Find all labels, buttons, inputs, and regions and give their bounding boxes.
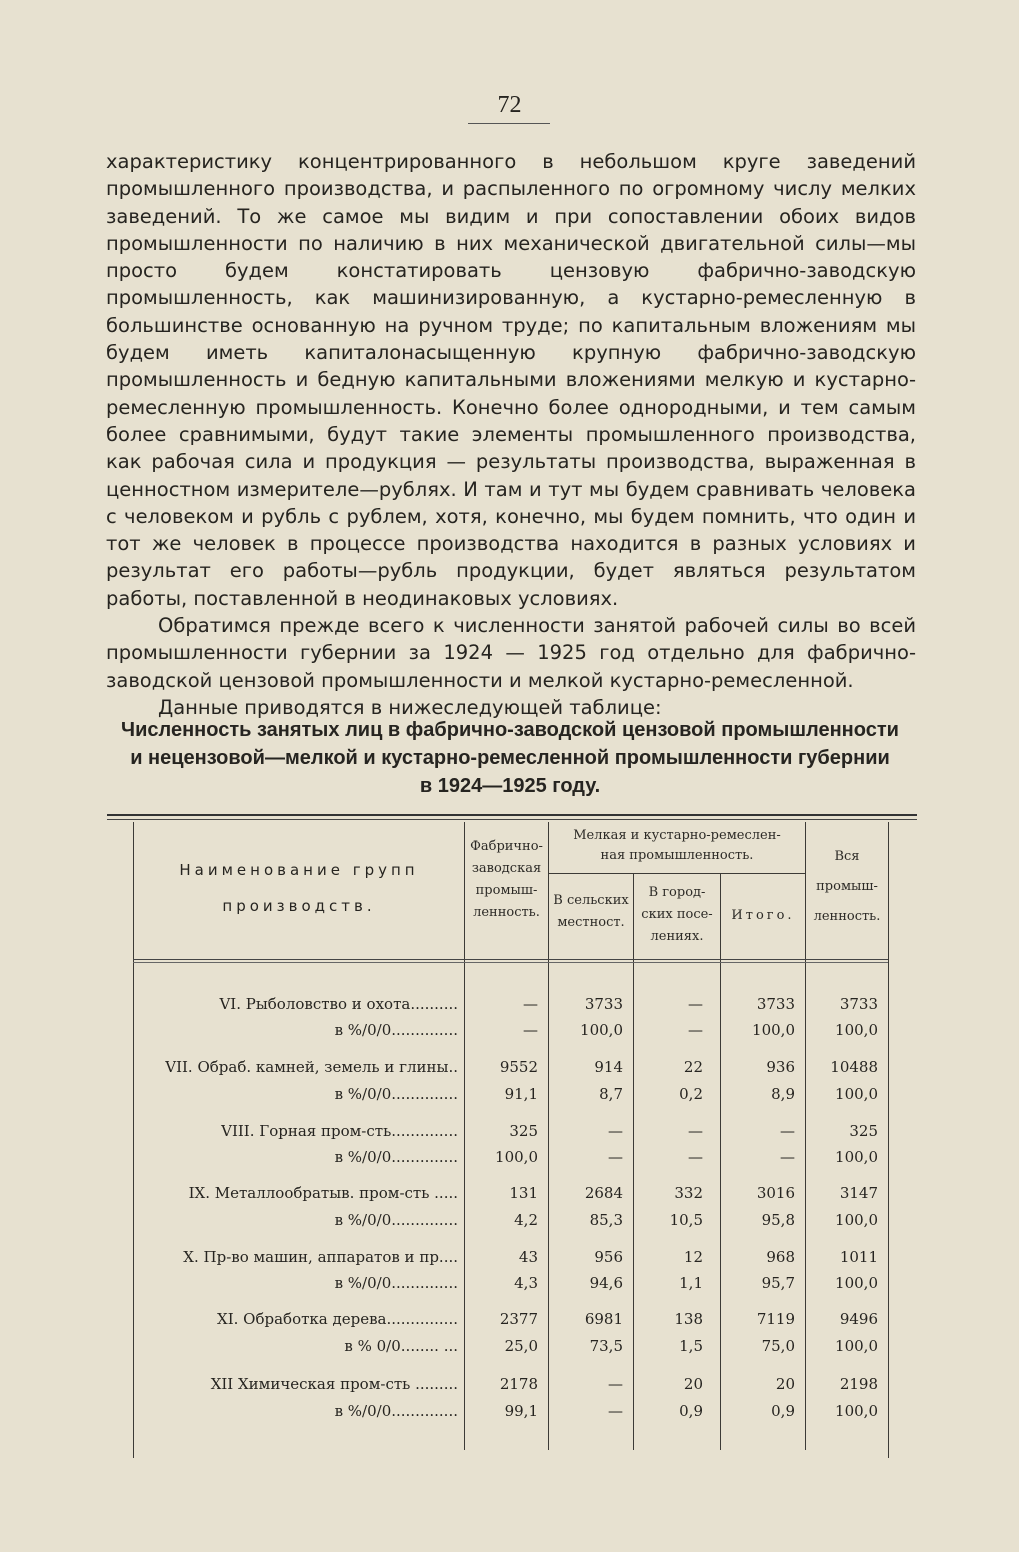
row-label: в %/0/0.............. [334,1021,458,1039]
row-value: 3147 [839,1184,878,1202]
row-value: 99,1 [504,1402,538,1420]
header-small-line: ная промышленность. [600,848,754,863]
row-value: — [608,1148,623,1166]
row-value: 2198 [839,1375,878,1393]
table-row [133,1375,888,1399]
row-value: 0,2 [679,1085,703,1103]
table-row [133,1248,888,1272]
header-bottom-rule [133,959,888,960]
row-value: 100,0 [835,1148,878,1166]
row-value: 100,0 [752,1021,795,1039]
header-factory-line: промыш- [475,883,538,898]
row-value: 100,0 [835,1085,878,1103]
header-group-line2: производств. [222,897,376,915]
row-value: 0,9 [679,1402,703,1420]
row-value: 8,7 [599,1085,623,1103]
paragraph: характеристику концентрированного в небольшом круге заведений промышленного производства, и распыленного по огромному числу мелких заведений. То же самое мы видим и при сопоставлении обоих видов промышленности по наличию в них механической двигательной силы—мы просто будем констатировать цензовую фабрично-заводскую промышленность, как машинизированную, а кустарно-ремесленную в большинстве основанную на ручном труде; по капитальным вложениям мы будем иметь капиталонасыщенную крупную фабрично-заводскую промышленность и бедную капитальными вложениями мелкую и кустарно-ремесленную промышленность. Конечно более однородными, и тем самым более сравнимыми, будут такие элементы промышленного производства, как рабочая сила и продукция — результаты производства, выраженная в ценностном измерителе—рублях. И там и тут мы будем сравнивать человека с человеком и рубль с рублем, хотя, конечно, мы будем помнить, что один и тот же человек в процессе производства находится в разных условиях и результат его работы—рубль продукции, будет являться результатом работы, поставленной в неодинаковых условиях. [106,150,916,610]
row-value: 10488 [830,1058,878,1076]
row-label: в %/0/0.............. [334,1148,458,1166]
row-value: 85,3 [589,1211,623,1229]
row-label: в %/0/0.............. [334,1211,458,1229]
row-value: — [523,1021,538,1039]
row-value: 12 [683,1248,703,1266]
row-value: — [608,1122,623,1140]
row-value: 100,0 [835,1402,878,1420]
table-row [133,1021,888,1045]
row-value: 3733 [756,995,795,1013]
row-value: 100,0 [835,1274,878,1292]
row-value: — [608,1402,623,1420]
row-label: VII. Обраб. камней, земель и глины.. [165,1058,458,1076]
header-factory-line: ленность. [473,905,540,920]
header-subrule [548,873,805,874]
table-row [133,1211,888,1235]
row-label: VI. Рыболовство и охота.......... [219,995,458,1013]
table-row [133,1274,888,1298]
row-label: в %/0/0.............. [334,1085,458,1103]
row-value: 1011 [839,1248,878,1266]
table-row [133,1058,888,1082]
header-urban [634,882,720,948]
row-value: 914 [594,1058,623,1076]
table-row [133,1337,888,1361]
row-value: 9552 [499,1058,538,1076]
row-value: 131 [509,1184,538,1202]
row-value: — [780,1122,795,1140]
header-all-line: ленность. [813,909,881,924]
row-value: 332 [674,1184,703,1202]
header-rural [549,890,633,934]
row-label: VIII. Горная пром-сть.............. [221,1122,458,1140]
row-value: 2377 [499,1310,538,1328]
row-value: 94,6 [589,1274,623,1292]
row-label: XII Химическая пром-сть ......... [210,1375,458,1393]
row-value: 20 [683,1375,703,1393]
row-value: 3733 [839,995,878,1013]
row-value: — [688,1122,703,1140]
table-row [133,1085,888,1109]
table-top-rule [107,814,917,816]
header-small-industry [549,826,805,866]
row-value: 91,1 [504,1085,538,1103]
row-value: 3016 [756,1184,795,1202]
table-row [133,1310,888,1334]
row-value: 2684 [584,1184,623,1202]
row-value: 7119 [756,1310,795,1328]
row-value: 1,5 [679,1337,703,1355]
header-all-line: промыш- [816,879,878,894]
row-value: 4,3 [514,1274,538,1292]
row-value: 100,0 [835,1211,878,1229]
row-value: — [688,995,703,1013]
row-value: 100,0 [580,1021,623,1039]
row-value: 2178 [499,1375,538,1393]
row-value: 43 [518,1248,538,1266]
row-value: — [608,1375,623,1393]
row-value: 936 [766,1058,795,1076]
table-right-border [888,822,889,1458]
page-number: 72 [497,92,522,118]
row-value: — [523,995,538,1013]
row-value: 10,5 [669,1211,703,1229]
row-value: 73,5 [589,1337,623,1355]
paragraph: Данные приводятся в нижеследующей таблице: [158,695,662,719]
row-value: — [688,1148,703,1166]
table-title-line: в 1924—1925 году. [419,775,601,797]
row-value: 8,9 [771,1085,795,1103]
row-label: в %/0/0.............. [334,1402,458,1420]
table-row [133,1184,888,1208]
header-factory [465,836,548,924]
row-value: 20 [775,1375,795,1393]
row-value: 100,0 [835,1337,878,1355]
row-value: 75,0 [761,1337,795,1355]
header-small-line: Мелкая и кустарно-ремеслен- [573,828,781,843]
header-all-line: Вся [834,849,860,864]
row-value: 0,9 [771,1402,795,1420]
row-value: 22 [683,1058,703,1076]
row-value: 3733 [584,995,623,1013]
row-value: 100,0 [495,1148,538,1166]
table-row [133,1148,888,1172]
header-factory-line: Фабрично- [470,839,543,854]
body-text [106,148,916,721]
row-value: 325 [849,1122,878,1140]
header-factory-line: заводская [471,861,542,876]
row-value: 968 [766,1248,795,1266]
header-group-line1: Наименование групп [179,861,419,879]
row-value: 9496 [839,1310,878,1328]
header-urban-line: В город- [648,885,706,900]
table-title-line: Численность занятых лиц в фабрично-заводской цензовой промышленности [121,719,899,741]
page-number-rule [468,123,550,124]
row-value: 956 [594,1248,623,1266]
row-value: 100,0 [835,1021,878,1039]
table-row [133,995,888,1019]
row-label: в %/0/0.............. [334,1274,458,1292]
row-value: — [780,1148,795,1166]
paragraph: Обратимся прежде всего к численности занятой рабочей силы во всей промышленности губернии за 1924 — 1925 год отдельно для фабрично-заводской цензовой промышленности и мелкой кустарно-ремесленной. [106,614,916,692]
header-rural-line: местност. [557,915,625,930]
row-value: 6981 [584,1310,623,1328]
row-value: — [688,1021,703,1039]
row-label: в % 0/0........ ... [344,1337,458,1355]
table-title-line: и нецензовой—мелкой и кустарно-ремесленной промышленности губернии [130,747,890,769]
header-bottom-rule-thin [133,962,888,963]
row-label: IX. Металлообратыв. пром-сть ..... [188,1184,458,1202]
row-value: 95,8 [761,1211,795,1229]
row-value: 138 [674,1310,703,1328]
row-value: 1,1 [679,1274,703,1292]
row-value: 25,0 [504,1337,538,1355]
row-label: XI. Обработка дерева............... [217,1310,458,1328]
table-row [133,1122,888,1146]
header-rural-line: В сельских [553,893,629,908]
table-title [110,716,910,800]
row-value: 325 [509,1122,538,1140]
header-all-industry [806,842,888,932]
row-value: 95,7 [761,1274,795,1292]
row-value: 4,2 [514,1211,538,1229]
table-row [133,1402,888,1426]
header-urban-line: ских посе- [641,907,713,922]
row-label: X. Пр-во машин, аппаратов и пр.... [183,1248,458,1266]
header-total-small: Итого. [731,908,795,923]
header-urban-line: лениях. [650,929,704,944]
table-top-rule-thin [107,819,917,820]
